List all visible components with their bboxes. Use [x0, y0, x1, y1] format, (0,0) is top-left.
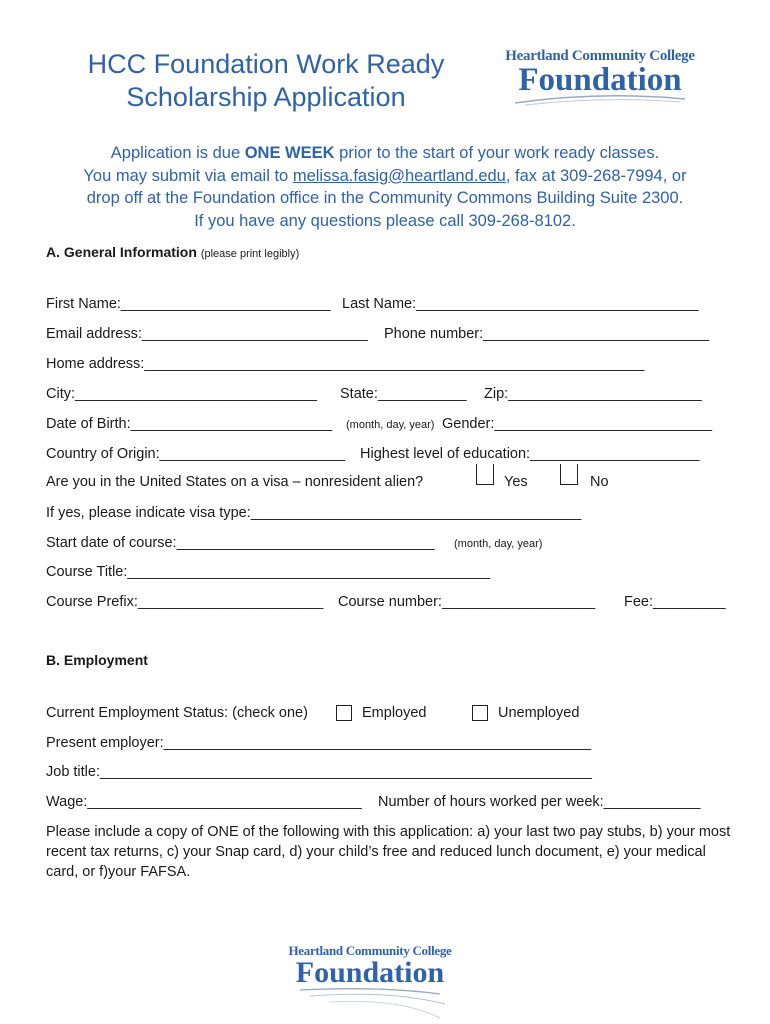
- zip-field[interactable]: Zip:________________________: [484, 386, 702, 402]
- intro-line-3: drop off at the Foundation office in the Community Commons Building Suite 2300.: [86, 189, 684, 207]
- title-line-1: HCC Foundation Work Ready: [87, 49, 445, 79]
- logo-college-name: Heartland Community College: [288, 943, 452, 958]
- section-a-note: (please print legibly): [200, 248, 300, 260]
- documentation-instructions: Please include a copy of ONE of the following with this application: a) your last two pay stubs, b) your most recent tax returns, c) your Snap card, d) your child’s free and reduced lunch document, e) your medical card, or f)your FAFSA.: [46, 824, 731, 880]
- fee-field[interactable]: Fee:_________: [624, 594, 726, 610]
- present-employer-field[interactable]: Present employer:_____________________________________________________: [46, 735, 592, 751]
- employment-status-label: Current Employment Status: (check one): [46, 705, 308, 721]
- intro-deadline-bold: ONE WEEK: [244, 144, 335, 162]
- date-of-birth-field[interactable]: Date of Birth:_________________________: [46, 416, 333, 432]
- visa-no-checkbox[interactable]: [560, 464, 578, 485]
- course-prefix-field[interactable]: Course Prefix:_______________________: [46, 594, 324, 610]
- visa-type-field[interactable]: If yes, please indicate visa type:_________________________________________: [46, 505, 582, 521]
- visa-yes-checkbox[interactable]: [476, 464, 494, 485]
- visa-no-label: No: [590, 474, 609, 490]
- foundation-logo-top: [500, 48, 700, 107]
- logo-foundation-word: Foundation: [295, 956, 445, 989]
- page-title: [60, 48, 472, 114]
- employed-label: Employed: [362, 705, 427, 721]
- start-date-field[interactable]: Start date of course:________________________________: [46, 535, 435, 551]
- course-title-field[interactable]: Course Title:_____________________________________________: [46, 564, 491, 580]
- job-title-field[interactable]: Job title:_____________________________________________________________: [46, 764, 592, 780]
- logo-swoosh-icon: [290, 984, 450, 1024]
- gender-field[interactable]: Gender:___________________________: [442, 416, 713, 432]
- intro-line-1: [40, 142, 730, 165]
- email-link[interactable]: melissa.fasig@heartland.edu: [292, 166, 506, 185]
- hours-worked-field[interactable]: Number of hours worked per week:____________: [378, 794, 701, 810]
- intro-submit-text: You may submit via email to: [83, 166, 293, 185]
- start-date-format-note: (month, day, year): [454, 538, 543, 550]
- section-b-title: B. Employment: [46, 652, 148, 668]
- section-b-heading: [46, 652, 148, 668]
- logo-foundation-word: Foundation: [518, 62, 682, 98]
- education-level-field[interactable]: Highest level of education:_____________________: [360, 446, 700, 462]
- phone-field[interactable]: Phone number:____________________________: [384, 326, 709, 342]
- foundation-logo-bottom: [280, 943, 460, 1024]
- intro-fax-text: , fax at 309-268-7994, or: [505, 166, 687, 185]
- intro-line-2: [40, 165, 730, 188]
- email-field[interactable]: Email address:____________________________: [46, 326, 368, 342]
- country-of-origin-field[interactable]: Country of Origin:_______________________: [46, 446, 346, 462]
- wage-field[interactable]: Wage:__________________________________: [46, 794, 362, 810]
- employed-checkbox[interactable]: [336, 705, 352, 721]
- logo-college-name: Heartland Community College: [505, 48, 695, 64]
- first-name-field[interactable]: First Name:__________________________: [46, 296, 331, 312]
- dob-format-note: (month, day, year): [346, 419, 435, 431]
- intro-text: [40, 142, 730, 232]
- intro-line-4: If you have any questions please call 309-268-8102.: [194, 211, 576, 230]
- home-address-field[interactable]: Home address:______________________________________________________________: [46, 356, 645, 372]
- section-a-heading: [46, 244, 299, 260]
- state-field[interactable]: State:___________: [340, 386, 467, 402]
- unemployed-label: Unemployed: [498, 705, 580, 721]
- city-field[interactable]: City:______________________________: [46, 386, 317, 402]
- course-number-field[interactable]: Course number:___________________: [338, 594, 596, 610]
- intro-due-text: Application is due: [110, 144, 245, 162]
- title-line-2: Scholarship Application: [126, 82, 406, 112]
- last-name-field[interactable]: Last Name:___________________________________: [342, 296, 699, 312]
- section-a-title: A. General Information: [46, 244, 197, 260]
- unemployed-checkbox[interactable]: [472, 705, 488, 721]
- visa-question: Are you in the United States on a visa – nonresident alien?: [46, 474, 424, 490]
- intro-due-rest: prior to the start of your work ready classes.: [334, 144, 660, 162]
- visa-yes-label: Yes: [504, 474, 528, 490]
